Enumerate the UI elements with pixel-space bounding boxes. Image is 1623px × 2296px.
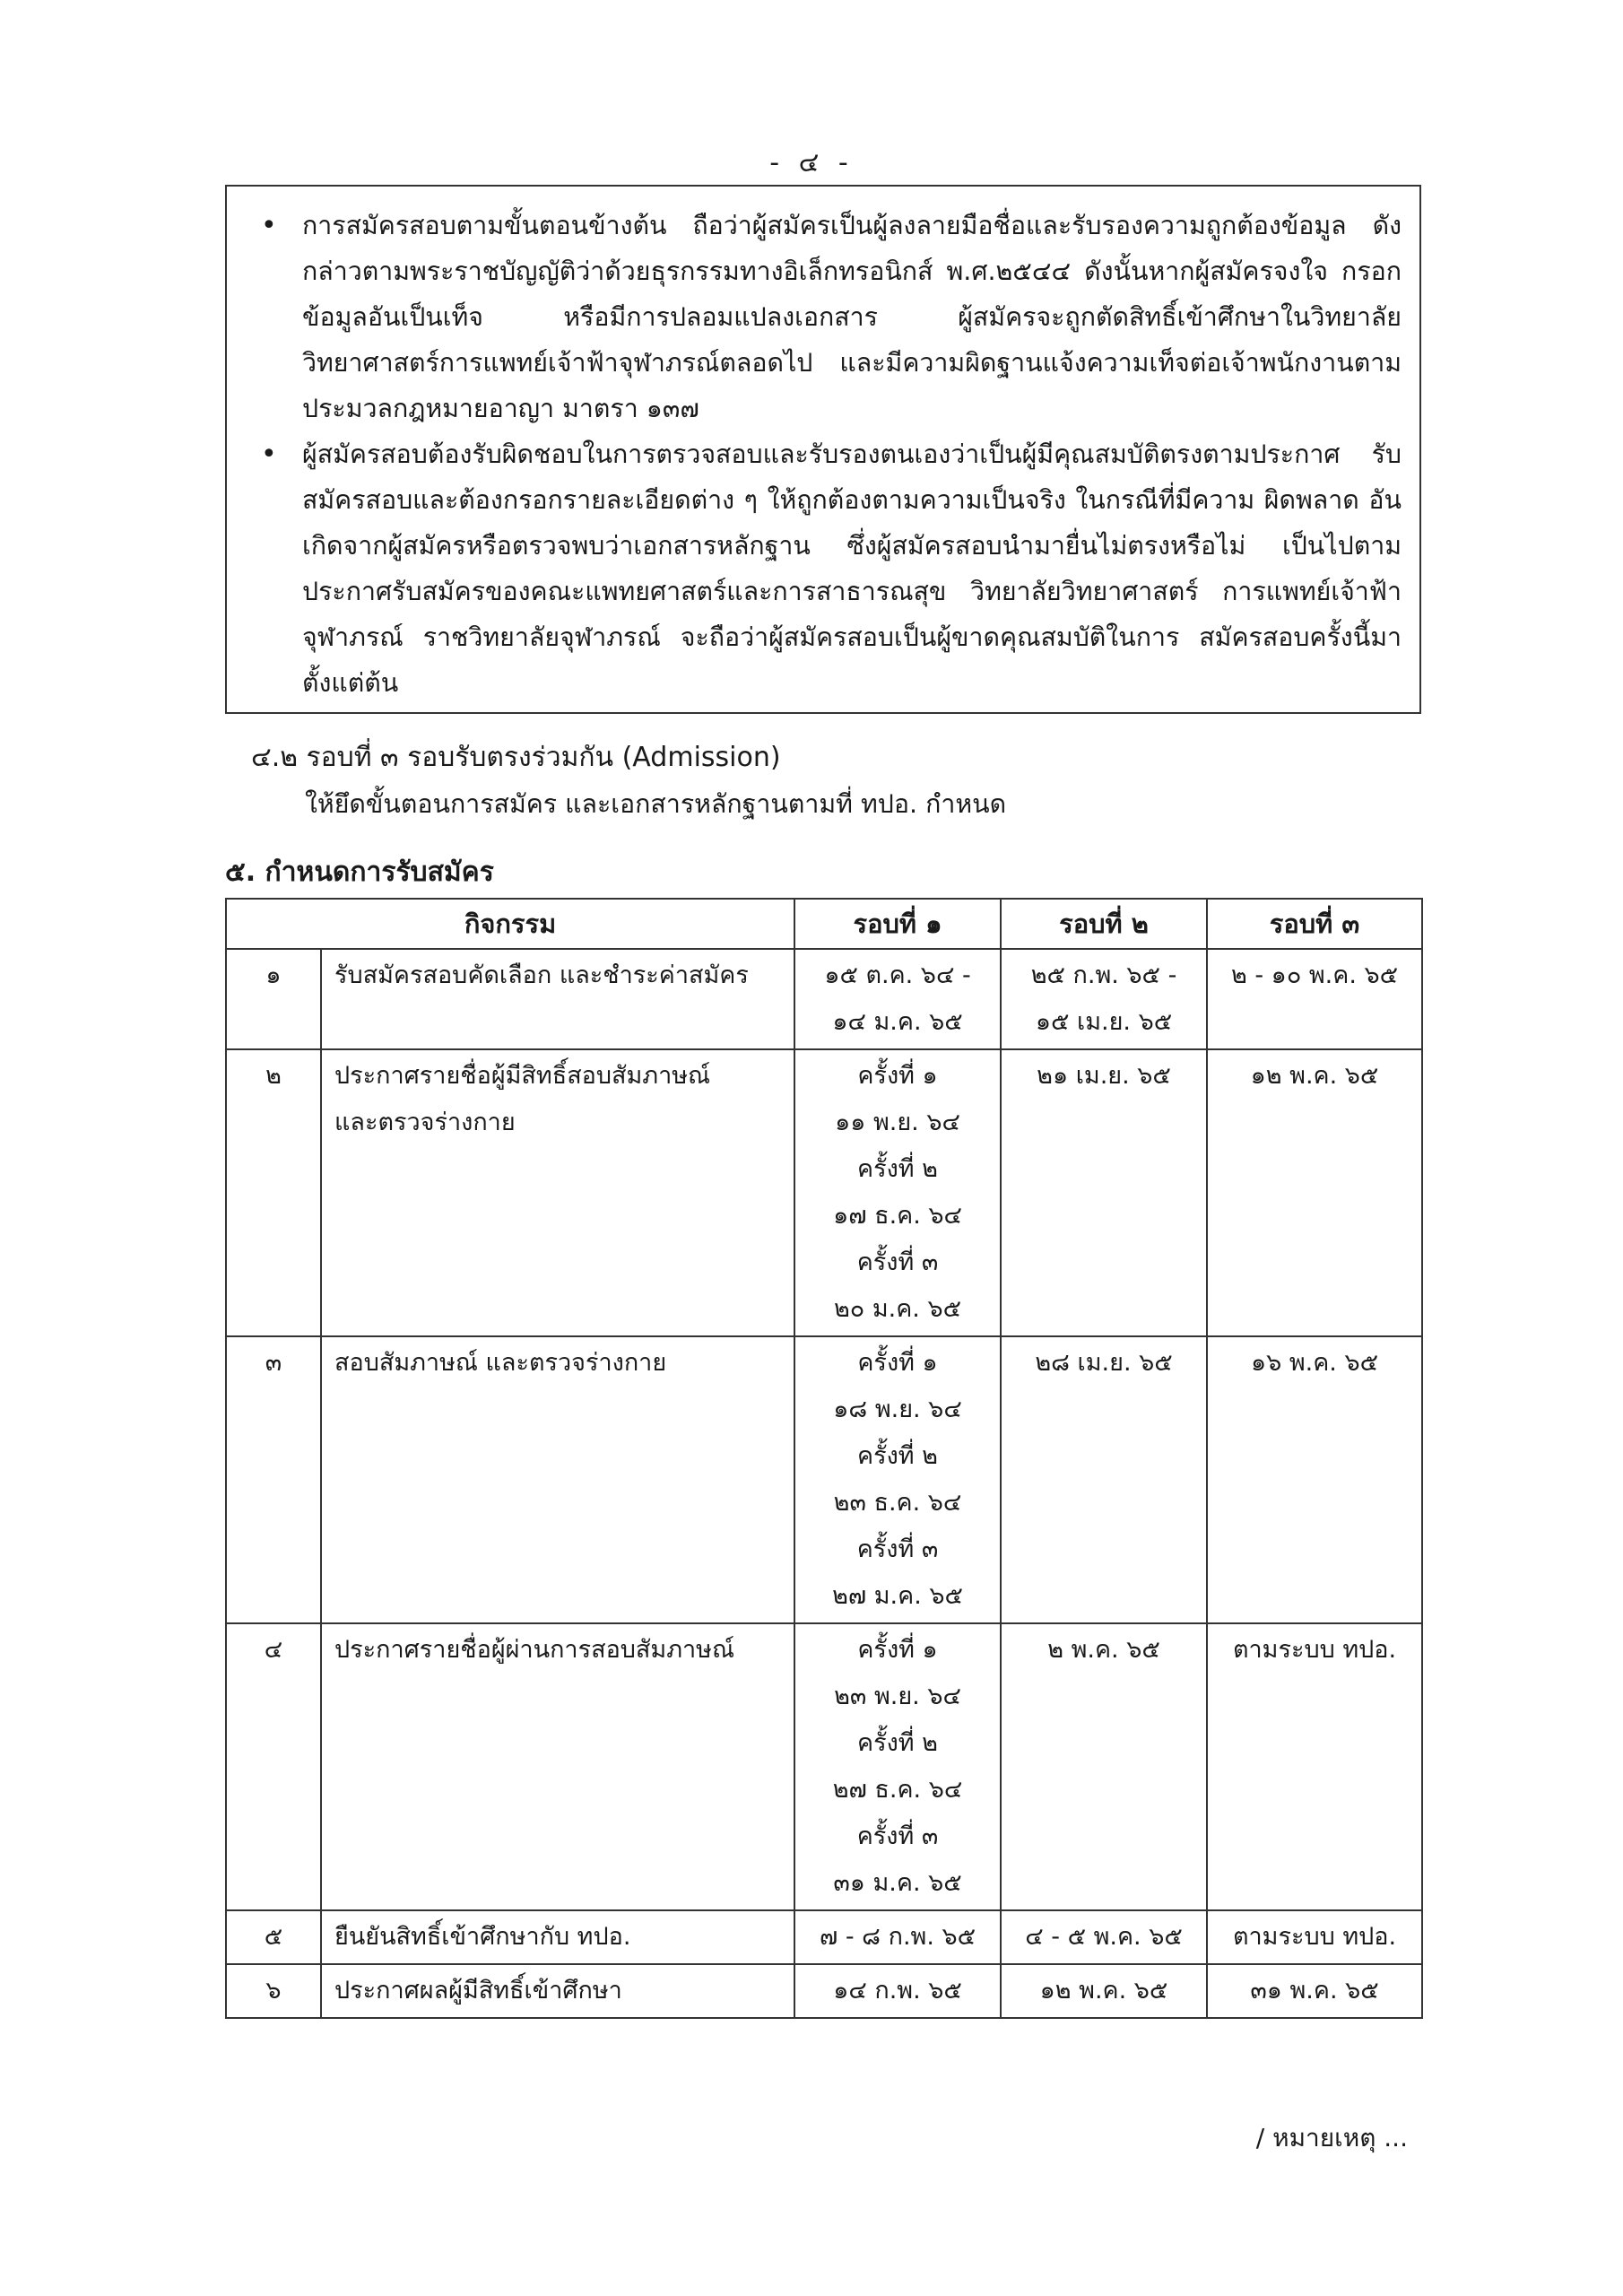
- subsection-text: ให้ยึดขั้นตอนการสมัคร และเอกสารหลักฐานตามที่ ทปอ. กำหนด: [305, 789, 1007, 819]
- round-1-cell-line: ครั้งที่ ๑: [857, 1636, 938, 1664]
- round-1-cell-line: ครั้งที่ ๓: [856, 1248, 939, 1276]
- table-body: [226, 949, 1422, 2018]
- round-1-cell-line: ๑๕ ต.ค. ๖๔ -: [824, 961, 971, 989]
- activity-cell-line: ประกาศรายชื่อผู้มีสิทธิ์สอบสัมภาษณ์: [334, 1062, 711, 1090]
- activity-cell: [321, 1049, 794, 1336]
- round-1-cell-line: ๓๑ ม.ค. ๖๕: [833, 1869, 962, 1897]
- round-1-cell-line: ๒๐ ม.ค. ๖๕: [833, 1295, 962, 1323]
- round-2-cell: [1001, 1910, 1207, 1964]
- round-3-cell-line: ๒ - ๑๐ พ.ค. ๖๕: [1230, 961, 1399, 989]
- subsection-heading: ๔.๒ รอบที่ ๓ รอบรับตรงร่วมกัน (Admission): [251, 742, 781, 773]
- row-number: ๖: [226, 1964, 321, 2018]
- round-1-cell-line: ๒๗ ธ.ค. ๖๔: [832, 1776, 963, 1804]
- round-2-cell: [1001, 1336, 1207, 1623]
- header-round-3: รอบที่ ๓: [1207, 899, 1422, 949]
- round-3-cell: [1207, 1623, 1422, 1910]
- round-2-cell: [1001, 949, 1207, 1049]
- round-2-cell-line: ๒๕ ก.พ. ๖๕ -: [1030, 961, 1177, 989]
- section-heading: ๕. กำหนดการรับสมัคร: [225, 857, 494, 888]
- schedule-table: [225, 898, 1423, 2019]
- round-1-cell-line: ครั้งที่ ๓: [856, 1822, 939, 1850]
- round-1-cell-line: ๑๑ พ.ย. ๖๔: [835, 1109, 960, 1136]
- round-3-cell: [1207, 949, 1422, 1049]
- round-1-cell: [794, 1623, 1001, 1910]
- header-round-2: รอบที่ ๒: [1001, 899, 1207, 949]
- table-row: [226, 1964, 1422, 2018]
- round-1-cell: [794, 1964, 1001, 2018]
- activity-cell: [321, 1623, 794, 1910]
- round-1-cell-line: ครั้งที่ ๒: [857, 1729, 938, 1757]
- round-3-cell-line: ๓๑ พ.ค. ๖๕: [1250, 1977, 1379, 2005]
- round-3-cell: [1207, 1910, 1422, 1964]
- round-2-cell: [1001, 1623, 1207, 1910]
- row-number: ๒: [226, 1049, 321, 1336]
- round-1-cell-line: ครั้งที่ ๓: [856, 1535, 939, 1563]
- activity-cell: [321, 1964, 794, 2018]
- header-activity: กิจกรรม: [226, 899, 794, 949]
- round-1-cell-line: ครั้งที่ ๒: [857, 1155, 938, 1183]
- round-1-cell-line: ๒๓ ธ.ค. ๖๔: [833, 1489, 962, 1517]
- round-2-cell-line: ๔ - ๕ พ.ค. ๖๕: [1025, 1923, 1183, 1951]
- round-1-cell-line: ๑๔ ก.พ. ๖๕: [833, 1977, 962, 2005]
- row-number: ๓: [226, 1336, 321, 1623]
- notice-list: [270, 203, 1402, 706]
- activity-cell-line: ประกาศรายชื่อผู้ผ่านการสอบสัมภาษณ์: [334, 1636, 735, 1664]
- row-number: ๑: [226, 949, 321, 1049]
- round-1-cell-line: ๑๔ ม.ค. ๖๕: [832, 1008, 963, 1036]
- page-number: - ๔ -: [769, 147, 854, 178]
- round-3-cell-line: ตามระบบ ทปอ.: [1232, 1636, 1397, 1664]
- activity-cell: [321, 1910, 794, 1964]
- continuation-note: / หมายเหตุ ...: [1255, 2123, 1408, 2152]
- round-3-cell: [1207, 1336, 1422, 1623]
- round-2-cell-line: ๑๕ เม.ย. ๖๕: [1035, 1008, 1173, 1036]
- activity-cell-line: รับสมัครสอบคัดเลือก และชำระค่าสมัคร: [334, 961, 749, 989]
- round-1-cell-line: ครั้งที่ ๒: [857, 1442, 938, 1470]
- table-row: [226, 949, 1422, 1049]
- table-row: [226, 1623, 1422, 1910]
- round-1-cell: [794, 1049, 1001, 1336]
- notice-item: • การสมัครสอบตามขั้นตอนข้างต้น ถือว่าผู้สมัครเป็นผู้ลงลายมือชื่อและรับรองความถูกต้องข้อมูล ดังกล่าวตามพระราชบัญญัติว่าด้วยธุรกรรมทางอิเล็กทรอนิกส์ พ.ศ.๒๕๔๔ ดังนั้นหากผู้สมัครจงใจ กรอกข้อมูลอันเป็นเท็จ หรือมีการปลอมแปลงเอกสาร ผู้สมัครจะถูกตัดสิทธิ์เข้าศึกษาในวิทยาลัย วิทยาศาสตร์การแพทย์เจ้าฟ้าจุฬาภรณ์ตลอดไป และมีความผิดฐานแจ้งความเท็จต่อเจ้าพนักงานตาม ประมวลกฎหมายอาญา มาตรา ๑๓๗: [302, 203, 1402, 431]
- row-number: ๔: [226, 1623, 321, 1910]
- activity-cell-line: ประกาศผลผู้มีสิทธิ์เข้าศึกษา: [334, 1977, 622, 2005]
- notice-item: • ผู้สมัครสอบต้องรับผิดชอบในการตรวจสอบและรับรองตนเองว่าเป็นผู้มีคุณสมบัติตรงตามประกาศ รับสมัครสอบและต้องกรอกรายละเอียดต่าง ๆ ให้ถูกต้องตามความเป็นจริง ในกรณีที่มีความ ผิดพลาด อันเกิดจากผู้สมัครหรือตรวจพบว่าเอกสารหลักฐาน ซึ่งผู้สมัครสอบนำมายื่นไม่ตรงหรือไม่ เป็นไปตามประกาศรับสมัครของคณะแพทยศาสตร์และการสาธารณสุข วิทยาลัยวิทยาศาสตร์ การแพทย์เจ้าฟ้าจุฬาภรณ์ ราชวิทยาลัยจุฬาภรณ์ จะถือว่าผู้สมัครสอบเป็นผู้ขาดคุณสมบัติในการ สมัครสอบครั้งนี้มาตั้งแต่ต้น: [302, 431, 1402, 706]
- notice-box: [225, 185, 1421, 714]
- activity-cell-line: ยืนยันสิทธิ์เข้าศึกษากับ ทปอ.: [334, 1923, 631, 1951]
- round-1-cell-line: ครั้งที่ ๑: [857, 1349, 938, 1377]
- round-1-cell-line: ๒๗ ม.ค. ๖๕: [832, 1582, 963, 1610]
- round-2-cell-line: ๒๑ เม.ย. ๖๕: [1037, 1062, 1171, 1090]
- round-2-cell-line: ๑๒ พ.ค. ๖๕: [1039, 1977, 1168, 2005]
- round-1-cell-line: ๗ - ๘ ก.พ. ๖๕: [819, 1923, 976, 1951]
- round-2-cell: [1001, 1964, 1207, 2018]
- table-row: [226, 1336, 1422, 1623]
- round-1-cell: [794, 1910, 1001, 1964]
- activity-cell-line: สอบสัมภาษณ์ และตรวจร่างกาย: [334, 1349, 667, 1377]
- round-3-cell-line: ตามระบบ ทปอ.: [1232, 1923, 1397, 1951]
- round-2-cell: [1001, 1049, 1207, 1336]
- round-2-cell-line: ๒๘ เม.ย. ๖๕: [1035, 1349, 1173, 1377]
- round-1-cell-line: ๒๓ พ.ย. ๖๔: [834, 1683, 961, 1710]
- table-row: [226, 1049, 1422, 1336]
- round-1-cell: [794, 1336, 1001, 1623]
- round-3-cell: [1207, 1964, 1422, 2018]
- activity-cell-line: และตรวจร่างกาย: [334, 1109, 516, 1136]
- round-3-cell-line: ๑๒ พ.ค. ๖๕: [1250, 1062, 1379, 1090]
- activity-cell: [321, 1336, 794, 1623]
- round-1-cell-line: ครั้งที่ ๑: [857, 1062, 938, 1090]
- round-1-cell-line: ๑๘ พ.ย. ๖๔: [833, 1396, 962, 1423]
- round-3-cell: [1207, 1049, 1422, 1336]
- row-number: ๕: [226, 1910, 321, 1964]
- table-header-row: [226, 899, 1422, 949]
- round-1-cell-line: ๑๗ ธ.ค. ๖๔: [833, 1202, 962, 1230]
- table-row: [226, 1910, 1422, 1964]
- activity-cell: [321, 949, 794, 1049]
- header-round-1: รอบที่ ๑: [794, 899, 1001, 949]
- round-3-cell-line: ๑๖ พ.ค. ๖๕: [1250, 1349, 1379, 1377]
- round-2-cell-line: ๒ พ.ค. ๖๕: [1047, 1636, 1160, 1664]
- round-1-cell: [794, 949, 1001, 1049]
